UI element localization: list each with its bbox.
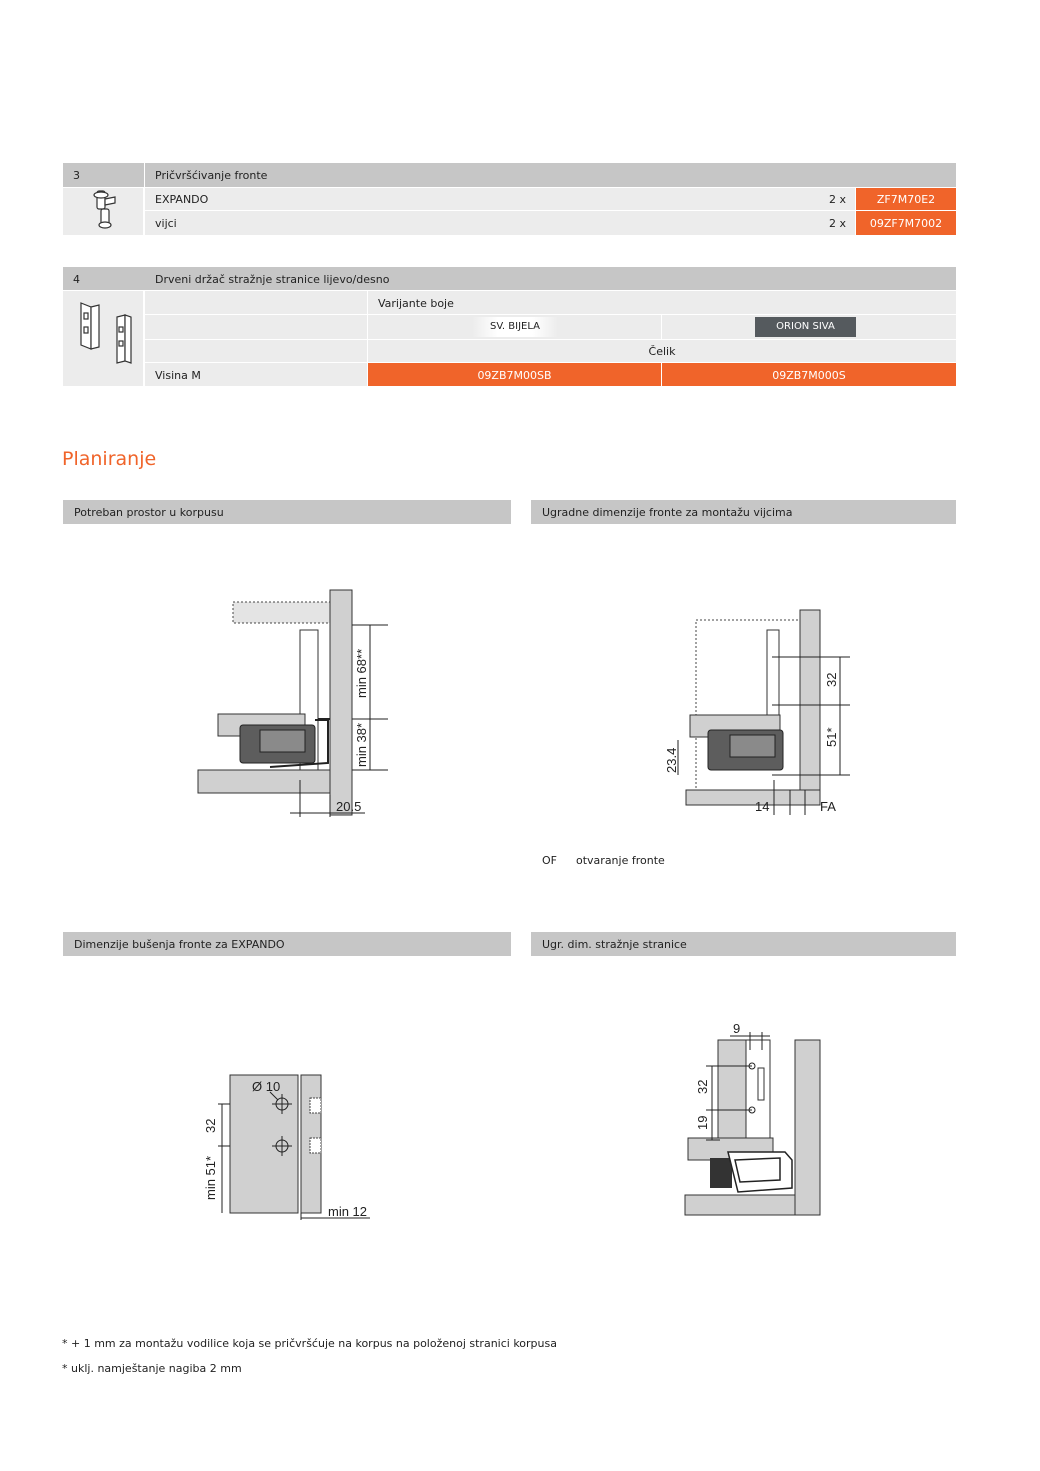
table4-image-cell (63, 291, 143, 386)
section-bar-back-panel: Ugr. dim. stražnje stranice (531, 932, 956, 956)
dimension-label: min 12 (328, 1204, 368, 1219)
dimension-label: 51* (824, 727, 839, 747)
dimension-label: 20.5 (336, 799, 362, 814)
diagram-front-dims (660, 605, 860, 820)
section-bar-drilling: Dimenzije bušenja fronte za EXPANDO (63, 932, 511, 956)
table3-number: 3 (73, 169, 80, 182)
diagram-back-panel (680, 1020, 830, 1220)
dimension-label: 32 (695, 1079, 710, 1094)
expando-icon (87, 189, 123, 233)
table4-title: Drveni držač stražnje stranice lijevo/desno (155, 273, 390, 286)
dimension-label: min 51* (203, 1155, 218, 1200)
legend-text: otvaranje fronte (576, 854, 665, 867)
dimension-label: 32 (824, 672, 839, 687)
table3-header (63, 163, 956, 187)
article-code[interactable]: ZF7M70E2 (856, 188, 956, 210)
section-heading: Planiranje (62, 448, 157, 470)
back-panel-bracket-icon (77, 299, 137, 369)
legend-abbreviation: OF (542, 854, 557, 867)
part-name: EXPANDO (155, 193, 209, 206)
table3-image-cell (63, 188, 143, 235)
quantity: 2 x (829, 193, 847, 206)
table4-header (63, 267, 956, 290)
table4-number: 4 (73, 273, 80, 286)
dimension-label: 14 (755, 799, 770, 814)
variants-label: Varijante boje (378, 297, 454, 310)
part-name: vijci (155, 217, 177, 230)
footnote: * + 1 mm za montažu vodilice koja se pričvršćuje na korpus na položenoj stranici korpusa (62, 1337, 557, 1350)
diagram-cabinet-space (190, 585, 390, 825)
material-label: Čelik (648, 345, 676, 358)
footnote: * uklj. namještanje nagiba 2 mm (62, 1362, 242, 1375)
dimension-label: 23.4 (664, 747, 679, 773)
color-swatch-white[interactable]: SV. BIJELA (472, 317, 558, 337)
article-code[interactable]: 09ZB7M00SB (368, 363, 661, 386)
dimension-label: min 68** (354, 648, 369, 698)
article-code[interactable]: 09ZB7M000S (662, 363, 956, 386)
dimension-label: 9 (733, 1021, 741, 1036)
table-row (145, 188, 855, 210)
table-row (145, 211, 855, 235)
dimension-label: min 38* (354, 722, 369, 767)
dimension-label: 19 (695, 1115, 710, 1130)
section-bar-space: Potreban prostor u korpusu (63, 500, 511, 524)
dimension-label: Ø 10 (252, 1079, 281, 1094)
quantity: 2 x (829, 217, 847, 230)
table3-title: Pričvršćivanje fronte (155, 169, 268, 182)
dimension-label: FA (820, 799, 836, 814)
height-label: Visina M (155, 369, 201, 382)
color-swatch-grey[interactable]: ORION SIVA (755, 317, 856, 337)
diagram-drilling (200, 1070, 380, 1230)
article-code[interactable]: 09ZF7M7002 (856, 211, 956, 235)
dimension-label: 32 (203, 1118, 218, 1133)
section-bar-front-dims: Ugradne dimenzije fronte za montažu vijcima (531, 500, 956, 524)
